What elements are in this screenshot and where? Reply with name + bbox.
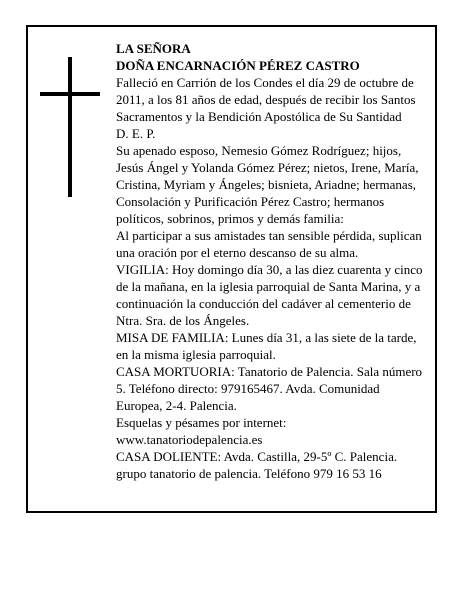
footer-paragraph: grupo tanatorio de palencia. Teléfono 979 16 53 16 xyxy=(116,466,382,481)
obituary-notice xyxy=(26,25,437,513)
funeral-home-paragraph: CASA MORTUORIA: Tanatorio de Palencia. Sala número 5. Teléfono directo: 979165467. Avda. Comunidad Europea, 2-4. Palencia. xyxy=(116,364,423,413)
deceased-name: DOÑA ENCARNACIÓN PÉREZ CASTRO xyxy=(116,58,360,73)
cross-icon xyxy=(68,57,72,197)
request-paragraph: Al participar a sus amistades tan sensible pérdida, suplican una oración por el eterno descanso de su alma. xyxy=(116,228,422,260)
vigil-paragraph: VIGILIA: Hoy domingo día 30, a las diez cuarenta y cinco de la mañana, en la iglesia parroquial de Santa Marina, y a continuación la conducción del cadáver al cementerio de Ntra. Sra. de los Ángeles. xyxy=(116,262,423,328)
mass-paragraph: MISA DE FAMILIA: Lunes día 31, a las siete de la tarde, en la misma iglesia parroquial. xyxy=(116,330,417,362)
cross-icon-crossbar xyxy=(40,92,100,96)
notice-text xyxy=(116,40,428,482)
title-line: LA SEÑORA xyxy=(116,41,191,56)
online-paragraph: Esquelas y pésames por internet: www.tanatoriodepalencia.es xyxy=(116,415,287,447)
family-paragraph: Su apenado esposo, Nemesio Gómez Rodríguez; hijos, Jesús Ángel y Yolanda Gómez Pérez; nietos, Irene, María, Cristina, Myriam y Ángeles; bisnieta, Ariadne; hermanas, Consolación y Purificación Pérez Castro; hermanos políticos, sobrinos, primos y demás familia: xyxy=(116,143,419,226)
death-paragraph: Falleció en Carrión de los Condes el día 29 de octubre de 2011, a los 81 años de edad, después de recibir los Santos Sacramentos y la Bendición Apostólica de Su Santidad xyxy=(116,75,416,124)
dep-line: D. E. P. xyxy=(116,126,156,141)
mourning-house-paragraph: CASA DOLIENTE: Avda. Castilla, 29-5º C. Palencia. xyxy=(116,449,398,464)
